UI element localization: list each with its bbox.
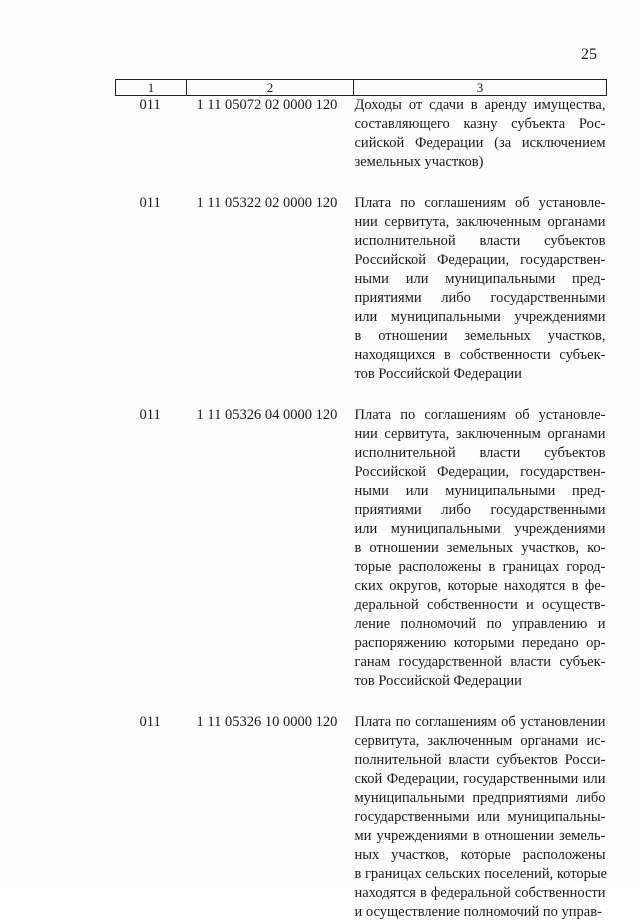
description-cell (354, 194, 607, 384)
header-col-1: 1 (116, 80, 187, 96)
description-line: находящихся в собственности субъек- (355, 346, 606, 365)
description-line: в отношении земельных участков, (355, 327, 606, 346)
description-line: ными или муниципальными пред- (355, 270, 606, 289)
description-line: ми учреждениями в отношении земель- (355, 827, 606, 846)
row-spacer (116, 384, 607, 406)
row-spacer-cell (116, 172, 607, 194)
description-line: или муниципальными учреждениями (355, 520, 606, 539)
description-line: исполнительной власти субъектов (355, 444, 606, 463)
description-line: тов Российской Федерации (355, 365, 606, 384)
description-line: земельных участков) (355, 153, 606, 172)
description-line: муниципальными предприятиями либо (355, 789, 606, 808)
description-line: ской Федерации, государственными или (355, 770, 606, 789)
description-line: государственными или муниципальны- (355, 808, 606, 827)
description-line: ских округов, которые находятся в фе- (355, 577, 606, 596)
description-line: ление полномочий по управлению и (355, 615, 606, 634)
description-line: Плата по соглашениям об установле- (355, 194, 606, 213)
row-spacer (116, 172, 607, 194)
revenue-codes-table (115, 79, 607, 922)
description-line: в границах сельских поселений, которые (355, 865, 606, 884)
description-line: полнительной власти субъектов Росси- (355, 751, 606, 770)
admin-code-cell: 011 (116, 96, 187, 173)
description-line: приятиями либо государственными (355, 501, 606, 520)
description-line: Доходы от сдачи в аренду имущества, (355, 96, 606, 115)
admin-code-cell: 011 (116, 713, 187, 922)
description-line: или муниципальными учреждениями (355, 308, 606, 327)
description-line: деральной собственности и осуществ- (355, 596, 606, 615)
admin-code-cell: 011 (116, 406, 187, 691)
header-col-2: 2 (187, 80, 354, 96)
description-line: сервитута, заключенным органами ис- (355, 732, 606, 751)
description-line: составляющего казну субъекта Рос- (355, 115, 606, 134)
description-line: тов Российской Федерации (355, 672, 606, 691)
row-spacer-cell (116, 691, 607, 713)
description-line: находятся в федеральной собственности (355, 884, 606, 903)
table-header-row (116, 80, 607, 96)
description-cell (354, 96, 607, 173)
table-row (116, 96, 607, 173)
description-line: и осуществление полномочий по управ- (355, 903, 606, 922)
description-line: исполнительной власти субъектов (355, 232, 606, 251)
row-spacer-cell (116, 384, 607, 406)
description-line: нии сервитута, заключенным органами (355, 213, 606, 232)
description-line: распоряжению которыми передано ор- (355, 634, 606, 653)
description-line: нии сервитута, заключенным органами (355, 425, 606, 444)
page-number: 25 (581, 46, 597, 64)
description-cell (354, 406, 607, 691)
description-line: приятиями либо государственными (355, 289, 606, 308)
description-line: ганам государственной власти субъек- (355, 653, 606, 672)
table-body (116, 96, 607, 922)
table-row (116, 713, 607, 922)
description-line: ными или муниципальными пред- (355, 482, 606, 501)
description-line: торые расположены в границах город- (355, 558, 606, 577)
revenue-code-cell: 1 11 05326 04 0000 120 (187, 406, 354, 691)
revenue-code-cell: 1 11 05322 02 0000 120 (187, 194, 354, 384)
description-cell (354, 713, 607, 922)
description-line: сийской Федерации (за исключением (355, 134, 606, 153)
description-line: Российской Федерации, государствен- (355, 251, 606, 270)
description-line: Российской Федерации, государствен- (355, 463, 606, 482)
admin-code-cell: 011 (116, 194, 187, 384)
row-spacer (116, 691, 607, 713)
revenue-code-cell: 1 11 05326 10 0000 120 (187, 713, 354, 922)
header-col-3: 3 (354, 80, 607, 96)
description-line: Плата по соглашениям об установле- (355, 406, 606, 425)
description-line: Плата по соглашениям об установлении (355, 713, 606, 732)
description-line: в отношении земельных участков, ко- (355, 539, 606, 558)
description-line: ных участков, которые расположены (355, 846, 606, 865)
table-row (116, 194, 607, 384)
table-row (116, 406, 607, 691)
revenue-code-cell: 1 11 05072 02 0000 120 (187, 96, 354, 173)
